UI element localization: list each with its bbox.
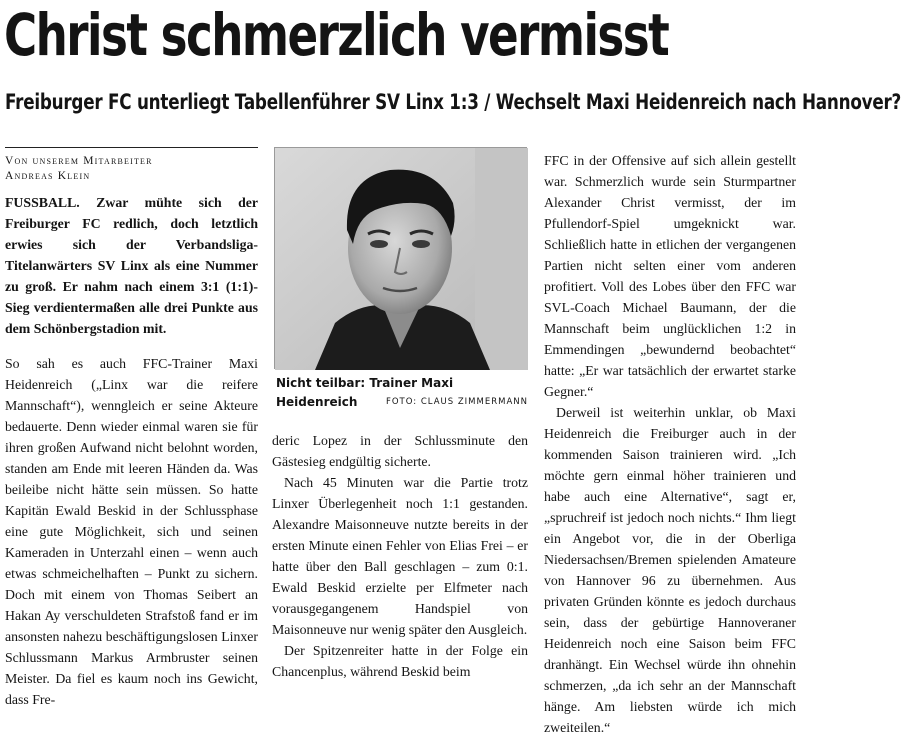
byline-author: Andreas Klein [5, 170, 91, 182]
body-paragraph-3-continued: FFC in der Offensive auf sich allein gestellt war. Schmerzlich wurde sein Sturmpartner Alexander Christ vermisst, der im Pfullendorf-Spiel umgeknickt war. Schließlich hatte in etlichen der vergangenen Partien nicht selten einer vom anderen profitiert. Voll des Lobes über den FFC war SVL-Coach Michael Baumann, der die Mannschaft beim unglücklichen 1:2 in Emmendingen „bewundernd beobachtet“ hatte: „Er war tatsächlich der erwartet starke Gegner.“ [544, 153, 796, 399]
column-1 [5, 192, 258, 707]
article-photo [274, 147, 527, 369]
body-paragraph-1-continued: deric Lopez in der Schlussminute den Gästesieg endgültig sicherte. [272, 433, 528, 469]
body-paragraph-2: Nach 45 Minuten war die Partie trotz Linxer Überlegenheit noch 1:1 gestanden. Alexandre Maisonneuve nutzte bereits in der ersten Minute einen Fehler von Elias Frei – er hatte über den Ball geschlagen – zum 0:1. Ewald Beskid erzielte per Elfmeter nach vorausgegangenem Handspiel von Maisonneuve nur wenig später den Ausgleich. [272, 475, 528, 637]
byline [5, 147, 258, 184]
body-paragraph-1: So sah es auch FFC-Trainer Maxi Heidenreich („Linx war die reifere Mannschaft“), wenngleich er seine Akteure bedauerte. Denn wieder einmal waren sie für ihren großen Aufwand nicht belohnt worden, standen am Ende mit leeren Händen da. Was beileibe nicht hätte sein müssen. So hatte Kapitän Ewald Beskid in der Schlussphase eine gute Möglichkeit, sich und seinen Kameraden in Unterzahl einen – wenn auch etwas schmeichelhaften – Punkt zu sichern. Doch mit einem von Thomas Seibert an Hakan Ay verschuldeten Strafstoß fand er im ansonsten nahezu beschäftigungslosen Linxer Schlussmann Markus Armbruster seinen Meister. Da fiel es kaum noch ins Gewicht, dass Fre- [5, 356, 258, 707]
column-3 [544, 150, 796, 735]
byline-role: Von unserem Mitarbeiter [5, 155, 153, 167]
lead-paragraph: FUSSBALL. Zwar mühte sich der Freiburger FC redlich, doch letztlich erwies sich der Verbandsliga-Titelanwärters SV Linx als eine Nummer zu groß. Er nahm nach einem 3:1 (1:1)-Sieg verdientermaßen alle drei Punkte aus dem Schönbergstadion mit. [5, 195, 258, 336]
body-paragraph-3: Der Spitzenreiter hatte in der Folge ein Chancenplus, während Beskid beim [272, 643, 528, 679]
headline: Christ schmerzlich vermisst [4, 1, 669, 69]
body-paragraph-4: Derweil ist weiterhin unklar, ob Maxi Heidenreich die Freiburger auch in der kommenden Saison trainieren wird. „Ich möchte gern einmal höher trainieren und habe auch eine Alternative“, sagt er, „spruchreif ist jedoch noch nichts.“ Ihm liegt ein Angebot vor, die in der Oberliga Niedersachsen/Bremen spielenden Amateure von Hannover 96 zu übernehmen. Aus privaten Gründen könnte es jedoch durchaus sein, dass der gebürtige Hannoveraner Heidenreich noch eine Saison beim FFC dranhängt. Ein Wechsel würde ihn ohnehin schmerzen, „da ich sehr an der Mannschaft hänge. Am liebsten würde ich mich zweiteilen.“ [544, 405, 796, 735]
portrait-photo-icon [275, 148, 528, 370]
caption-text: Nicht teilbar: Trainer Maxi Heidenreich [276, 376, 454, 409]
photo-credit: FOTO: CLAUS ZIMMERMANN [385, 397, 528, 407]
subheadline: Freiburger FC unterliegt Tabellenführer SV Linx 1:3 / Wechselt Maxi Heidenreich nach Hannover? [5, 90, 901, 114]
photo-caption [276, 374, 528, 412]
column-2 [272, 430, 528, 679]
